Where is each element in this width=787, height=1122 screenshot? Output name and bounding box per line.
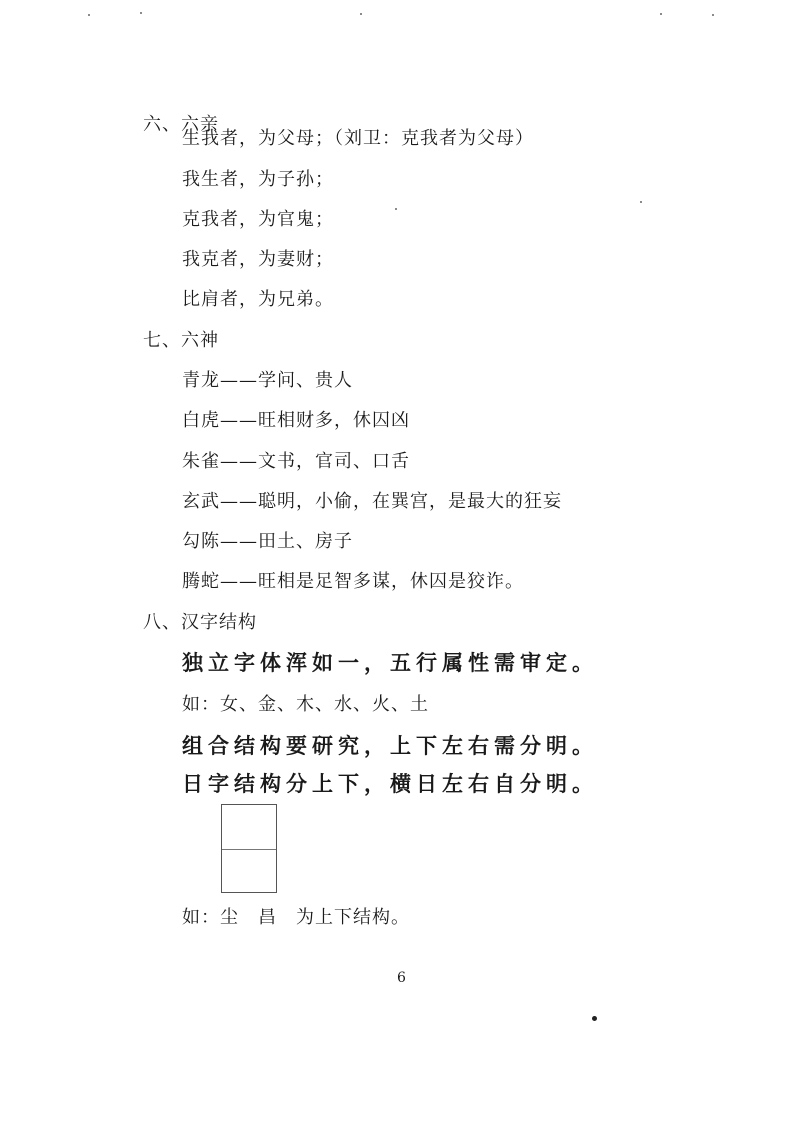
scan-speck <box>88 14 90 16</box>
scan-speck <box>360 13 362 15</box>
top-bottom-structure-diagram <box>221 804 277 893</box>
scan-speck <box>592 1016 597 1021</box>
liushen-line-4: 玄武——聪明，小偷，在巽宫，是最大的狂妄 <box>182 491 562 512</box>
liuqin-line-3: 克我者，为官鬼； <box>182 209 334 230</box>
section-heading-liushen: 七、六神 <box>143 330 219 351</box>
scan-speck <box>140 12 142 14</box>
liuqin-line-2: 我生者，为子孙； <box>182 169 334 190</box>
diagram-divider-line <box>222 849 276 850</box>
liushen-line-3: 朱雀——文书，官司、口舌 <box>182 451 410 472</box>
example-line-1: 如：女、金、木、水、火、土 <box>182 694 429 715</box>
scan-speck <box>712 14 714 16</box>
verse-line-1: 独立字体浑如一，五行属性需审定。 <box>182 651 598 675</box>
example-line-2: 如：尘 昌 为上下结构。 <box>182 907 410 928</box>
verse-line-3: 日字结构分上下，横日左右自分明。 <box>182 772 598 796</box>
page-number: 6 <box>397 970 406 986</box>
scan-speck <box>640 201 642 203</box>
scan-speck <box>395 208 397 210</box>
liuqin-line-5: 比肩者，为兄弟。 <box>182 289 334 310</box>
liuqin-line-1: 生我者，为父母；（刘卫：克我者为父母） <box>182 128 534 149</box>
liushen-line-1: 青龙——学问、贵人 <box>182 370 353 391</box>
liushen-line-2: 白虎——旺相财多，休囚凶 <box>182 410 410 431</box>
liuqin-line-4: 我克者，为妻财； <box>182 249 334 270</box>
section-heading-liuqin: 六、六亲 <box>143 114 219 135</box>
liushen-line-6: 腾蛇——旺相是足智多谋，休囚是狡诈。 <box>182 571 524 592</box>
verse-line-2: 组合结构要研究，上下左右需分明。 <box>182 734 598 758</box>
section-heading-hanzi: 八、汉字结构 <box>143 612 257 633</box>
liushen-line-5: 勾陈——田土、房子 <box>182 531 353 552</box>
scan-speck <box>660 13 662 15</box>
